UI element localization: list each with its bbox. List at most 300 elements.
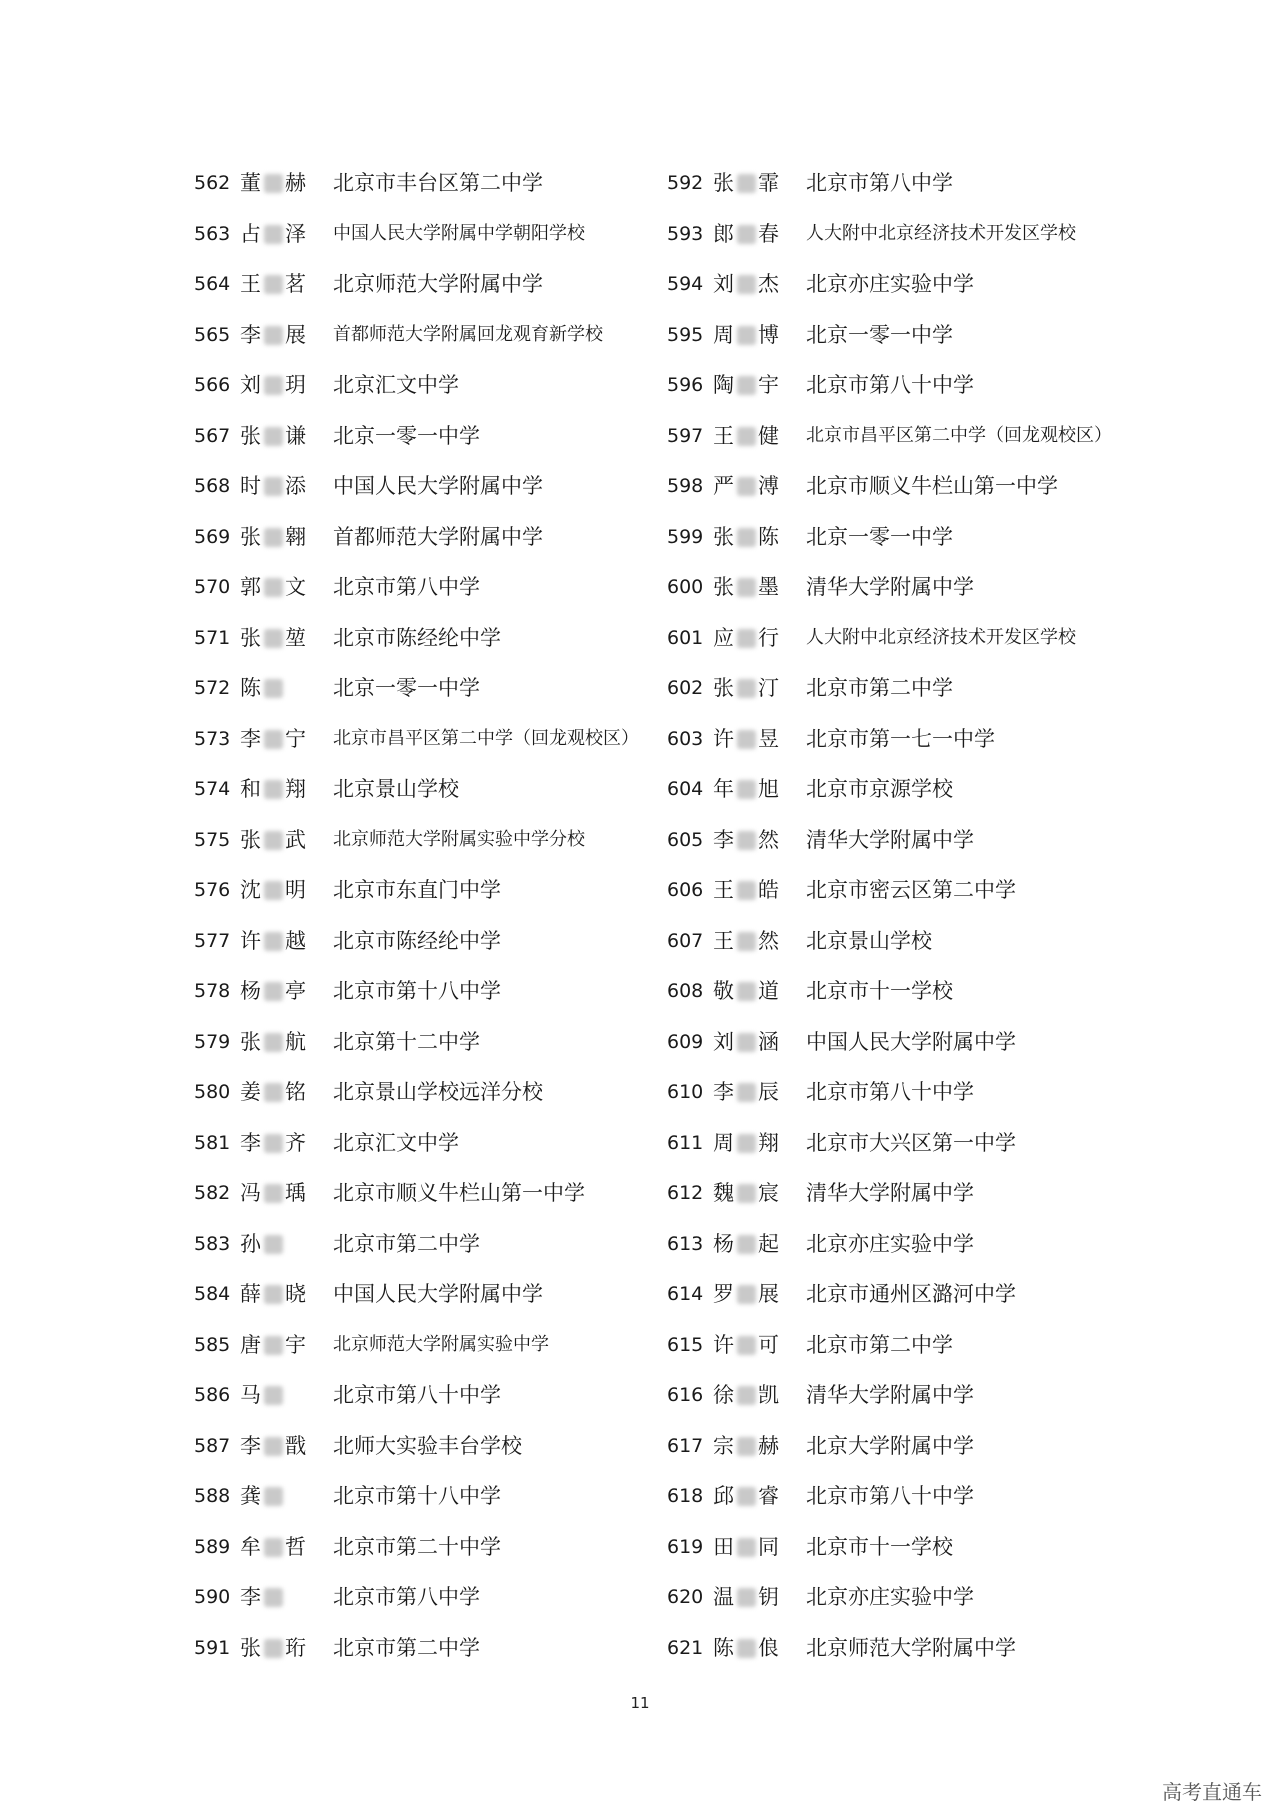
surname: 时 bbox=[240, 474, 261, 498]
entry-number: 566 bbox=[194, 374, 231, 396]
entry-number: 564 bbox=[194, 273, 231, 295]
student-name bbox=[713, 966, 803, 1017]
surname: 王 bbox=[240, 272, 261, 296]
redacted-character bbox=[264, 1639, 283, 1658]
redacted-character bbox=[737, 1285, 756, 1304]
student-name bbox=[240, 562, 330, 613]
given-name: 皓 bbox=[758, 878, 779, 902]
school-name: 北京市密云区第二中学 bbox=[806, 878, 1016, 902]
surname: 魏 bbox=[713, 1181, 734, 1205]
given-name: 起 bbox=[758, 1231, 779, 1256]
given-name: 赫 bbox=[758, 1433, 779, 1458]
page-number: 11 bbox=[630, 1694, 650, 1712]
surname: 年 bbox=[713, 777, 734, 801]
entry-number: 588 bbox=[194, 1485, 231, 1507]
student-name bbox=[713, 461, 803, 512]
school-name: 人大附中北京经济技术开发区学校 bbox=[806, 626, 1076, 648]
redacted-character bbox=[737, 578, 756, 597]
surname: 龚 bbox=[240, 1484, 261, 1508]
surname: 张 bbox=[240, 524, 261, 549]
redacted-character bbox=[264, 1336, 283, 1355]
entry-number: 612 bbox=[667, 1182, 704, 1204]
given-name: 展 bbox=[758, 1282, 779, 1306]
entry-number: 584 bbox=[194, 1283, 231, 1305]
surname: 占 bbox=[240, 221, 261, 246]
student-name bbox=[713, 815, 803, 866]
given-name: 凯 bbox=[758, 1383, 779, 1407]
student-name bbox=[240, 259, 330, 310]
entry-number: 579 bbox=[194, 1030, 231, 1053]
student-name bbox=[240, 966, 330, 1017]
school-name: 北京一零一中学 bbox=[333, 676, 480, 700]
entry-number: 616 bbox=[667, 1384, 704, 1406]
school-name: 北京亦庄实验中学 bbox=[806, 272, 974, 296]
redacted-character bbox=[737, 1083, 756, 1102]
entry-number: 573 bbox=[194, 727, 231, 750]
entry-number: 583 bbox=[194, 1232, 231, 1255]
watermark: 高考直通车 bbox=[1162, 1780, 1262, 1804]
redacted-character bbox=[737, 1538, 756, 1557]
student-name bbox=[240, 310, 330, 361]
surname: 邱 bbox=[713, 1484, 734, 1508]
entry-number: 586 bbox=[194, 1384, 231, 1406]
redacted-character bbox=[737, 1639, 756, 1658]
surname: 刘 bbox=[713, 1029, 734, 1054]
given-name: 昱 bbox=[758, 726, 779, 751]
given-name: 同 bbox=[758, 1534, 779, 1559]
student-name bbox=[240, 1219, 330, 1270]
student-name bbox=[240, 1623, 330, 1674]
school-name: 北京景山学校远洋分校 bbox=[333, 1080, 543, 1104]
redacted-character bbox=[264, 780, 283, 799]
student-name bbox=[713, 1623, 803, 1674]
redacted-character bbox=[737, 831, 756, 850]
redacted-character bbox=[737, 275, 756, 294]
surname: 王 bbox=[713, 423, 734, 448]
redacted-character bbox=[737, 932, 756, 951]
school-name: 北京市昌平区第二中学（回龙观校区） bbox=[806, 424, 1112, 446]
school-name: 北京市大兴区第一中学 bbox=[806, 1130, 1016, 1155]
redacted-character bbox=[264, 1134, 283, 1153]
surname: 刘 bbox=[240, 373, 261, 397]
redacted-character bbox=[264, 1487, 283, 1506]
given-name: 翔 bbox=[758, 1130, 779, 1155]
surname: 徐 bbox=[713, 1383, 734, 1407]
surname: 薛 bbox=[240, 1282, 261, 1306]
given-name: 堃 bbox=[285, 625, 306, 650]
entry-number: 607 bbox=[667, 929, 704, 952]
student-name bbox=[240, 1320, 330, 1371]
redacted-character bbox=[737, 881, 756, 900]
redacted-character bbox=[737, 629, 756, 648]
surname: 张 bbox=[240, 1029, 261, 1054]
given-name: 武 bbox=[285, 827, 306, 852]
surname: 张 bbox=[713, 676, 734, 700]
redacted-character bbox=[264, 225, 283, 244]
redacted-character bbox=[737, 1386, 756, 1405]
school-name: 北京市十一学校 bbox=[806, 1534, 953, 1559]
surname: 陈 bbox=[240, 676, 261, 700]
student-name bbox=[240, 360, 330, 411]
student-name bbox=[240, 512, 330, 563]
redacted-character bbox=[264, 376, 283, 395]
student-name bbox=[240, 1522, 330, 1573]
school-name: 北京市第八十中学 bbox=[806, 373, 974, 397]
given-name: 文 bbox=[285, 575, 306, 599]
entry-number: 593 bbox=[667, 222, 704, 245]
student-name bbox=[240, 815, 330, 866]
given-name: 涵 bbox=[758, 1029, 779, 1054]
surname: 牟 bbox=[240, 1534, 261, 1559]
redacted-character bbox=[737, 477, 756, 496]
given-name: 宸 bbox=[758, 1181, 779, 1205]
school-name: 北京市第二十中学 bbox=[333, 1534, 501, 1559]
entry-number: 563 bbox=[194, 222, 231, 245]
redacted-character bbox=[264, 679, 283, 698]
student-name bbox=[713, 1269, 803, 1320]
school-name: 北京市第二中学 bbox=[333, 1635, 480, 1660]
redacted-character bbox=[264, 1235, 283, 1254]
entry-number: 591 bbox=[194, 1636, 231, 1659]
redacted-character bbox=[737, 679, 756, 698]
given-name: 翱 bbox=[285, 524, 306, 549]
redacted-character bbox=[264, 578, 283, 597]
surname: 罗 bbox=[713, 1282, 734, 1306]
school-name: 北京亦庄实验中学 bbox=[806, 1585, 974, 1609]
entry-number: 621 bbox=[667, 1636, 704, 1659]
given-name: 宁 bbox=[285, 726, 306, 751]
school-name: 北京市第二中学 bbox=[333, 1231, 480, 1256]
student-name bbox=[713, 1118, 803, 1169]
student-name bbox=[240, 1370, 330, 1421]
surname: 应 bbox=[713, 625, 734, 650]
redacted-character bbox=[737, 326, 756, 345]
entry-number: 594 bbox=[667, 273, 704, 295]
school-name: 北京一零一中学 bbox=[806, 524, 953, 549]
given-name: 添 bbox=[285, 474, 306, 498]
given-name: 戬 bbox=[285, 1433, 306, 1458]
redacted-character bbox=[737, 1184, 756, 1203]
student-name bbox=[713, 865, 803, 916]
surname: 严 bbox=[713, 474, 734, 498]
student-name bbox=[240, 663, 330, 714]
entry-number: 577 bbox=[194, 929, 231, 952]
entry-number: 609 bbox=[667, 1030, 704, 1053]
given-name: 墨 bbox=[758, 575, 779, 599]
school-name: 北京市陈经纶中学 bbox=[333, 928, 501, 953]
school-name: 清华大学附属中学 bbox=[806, 1383, 974, 1407]
surname: 李 bbox=[240, 322, 261, 347]
entry-number: 601 bbox=[667, 626, 704, 649]
surname: 杨 bbox=[240, 979, 261, 1003]
entry-number: 562 bbox=[194, 172, 231, 194]
surname: 孙 bbox=[240, 1231, 261, 1256]
school-name: 北京市通州区潞河中学 bbox=[806, 1282, 1016, 1306]
student-name bbox=[240, 411, 330, 462]
surname: 姜 bbox=[240, 1080, 261, 1104]
surname: 刘 bbox=[713, 272, 734, 296]
entry-number: 600 bbox=[667, 576, 704, 598]
given-name: 越 bbox=[285, 928, 306, 953]
school-name: 北京汇文中学 bbox=[333, 373, 459, 397]
given-name: 辰 bbox=[758, 1080, 779, 1104]
school-name: 中国人民大学附属中学 bbox=[333, 474, 543, 498]
redacted-character bbox=[264, 477, 283, 496]
school-name: 北京市第十八中学 bbox=[333, 979, 501, 1003]
entry-number: 582 bbox=[194, 1182, 231, 1204]
student-name bbox=[713, 1572, 803, 1623]
redacted-character bbox=[264, 1083, 283, 1102]
student-name bbox=[240, 1118, 330, 1169]
student-name bbox=[240, 916, 330, 967]
given-name: 瑀 bbox=[285, 1181, 306, 1205]
school-name: 北京市第二中学 bbox=[806, 1332, 953, 1357]
surname: 冯 bbox=[240, 1181, 261, 1205]
redacted-character bbox=[264, 1538, 283, 1557]
student-name bbox=[713, 1421, 803, 1472]
entry-number: 603 bbox=[667, 727, 704, 750]
school-name: 清华大学附属中学 bbox=[806, 575, 974, 599]
entry-number: 592 bbox=[667, 172, 704, 194]
school-name: 中国人民大学附属中学朝阳学校 bbox=[333, 222, 585, 244]
given-name: 钥 bbox=[758, 1585, 779, 1609]
school-name: 北京第十二中学 bbox=[333, 1029, 480, 1054]
surname: 张 bbox=[240, 1635, 261, 1660]
surname: 和 bbox=[240, 777, 261, 801]
redacted-character bbox=[264, 831, 283, 850]
school-name: 北京师范大学附属实验中学分校 bbox=[333, 828, 585, 850]
redacted-character bbox=[737, 1336, 756, 1355]
redacted-character bbox=[737, 1487, 756, 1506]
surname: 宗 bbox=[713, 1433, 734, 1458]
surname: 唐 bbox=[240, 1332, 261, 1357]
given-name: 明 bbox=[285, 878, 306, 902]
school-name: 北京市第十八中学 bbox=[333, 1484, 501, 1508]
given-name: 俍 bbox=[758, 1635, 779, 1660]
student-name bbox=[240, 613, 330, 664]
entry-number: 565 bbox=[194, 323, 231, 346]
school-name: 北京市十一学校 bbox=[806, 979, 953, 1003]
student-name bbox=[713, 411, 803, 462]
surname: 周 bbox=[713, 322, 734, 347]
surname: 张 bbox=[240, 423, 261, 448]
school-name: 北京市第八十中学 bbox=[806, 1484, 974, 1508]
surname: 周 bbox=[713, 1130, 734, 1155]
student-name bbox=[713, 1320, 803, 1371]
student-name bbox=[713, 360, 803, 411]
student-name bbox=[713, 1168, 803, 1219]
entry-number: 606 bbox=[667, 879, 704, 901]
given-name: 道 bbox=[758, 979, 779, 1003]
student-name bbox=[240, 158, 330, 209]
surname: 许 bbox=[240, 928, 261, 953]
entry-number: 620 bbox=[667, 1586, 704, 1608]
given-name: 泽 bbox=[285, 221, 306, 246]
entry-number: 576 bbox=[194, 879, 231, 901]
given-name: 谦 bbox=[285, 423, 306, 448]
given-name: 哲 bbox=[285, 1534, 306, 1559]
entry-number: 571 bbox=[194, 626, 231, 649]
entry-number: 595 bbox=[667, 323, 704, 346]
entry-number: 585 bbox=[194, 1333, 231, 1356]
school-name: 人大附中北京经济技术开发区学校 bbox=[806, 222, 1076, 244]
surname: 陈 bbox=[713, 1635, 734, 1660]
surname: 李 bbox=[240, 1433, 261, 1458]
entry-number: 605 bbox=[667, 828, 704, 851]
redacted-character bbox=[737, 174, 756, 193]
surname: 许 bbox=[713, 726, 734, 751]
entry-number: 619 bbox=[667, 1535, 704, 1558]
redacted-character bbox=[264, 1588, 283, 1607]
given-name: 宇 bbox=[758, 373, 779, 397]
surname: 杨 bbox=[713, 1231, 734, 1256]
student-name bbox=[240, 209, 330, 260]
student-name bbox=[240, 714, 330, 765]
redacted-character bbox=[264, 528, 283, 547]
student-name bbox=[240, 1067, 330, 1118]
entry-number: 604 bbox=[667, 778, 704, 800]
given-name: 健 bbox=[758, 423, 779, 448]
surname: 张 bbox=[240, 625, 261, 650]
surname: 马 bbox=[240, 1383, 261, 1407]
entry-number: 567 bbox=[194, 424, 231, 447]
redacted-character bbox=[264, 1033, 283, 1052]
student-name bbox=[713, 259, 803, 310]
student-name bbox=[713, 1067, 803, 1118]
school-name: 北师大实验丰台学校 bbox=[333, 1433, 522, 1458]
entry-number: 602 bbox=[667, 677, 704, 699]
redacted-character bbox=[264, 881, 283, 900]
school-name: 北京一零一中学 bbox=[806, 322, 953, 347]
given-name: 宇 bbox=[285, 1332, 306, 1357]
entry-number: 615 bbox=[667, 1333, 704, 1356]
redacted-character bbox=[264, 982, 283, 1001]
school-name: 北京市顺义牛栏山第一中学 bbox=[333, 1181, 585, 1205]
given-name: 杰 bbox=[758, 272, 779, 296]
entry-number: 580 bbox=[194, 1081, 231, 1103]
school-name: 北京市东直门中学 bbox=[333, 878, 501, 902]
redacted-character bbox=[737, 1437, 756, 1456]
redacted-character bbox=[264, 932, 283, 951]
redacted-character bbox=[737, 982, 756, 1001]
redacted-character bbox=[737, 225, 756, 244]
student-name bbox=[240, 1471, 330, 1522]
surname: 李 bbox=[240, 726, 261, 751]
entry-number: 613 bbox=[667, 1232, 704, 1255]
given-name: 亭 bbox=[285, 979, 306, 1003]
student-name bbox=[240, 1572, 330, 1623]
given-name: 然 bbox=[758, 827, 779, 852]
student-name bbox=[713, 714, 803, 765]
student-name bbox=[713, 1370, 803, 1421]
entry-number: 581 bbox=[194, 1131, 231, 1154]
redacted-character bbox=[737, 1134, 756, 1153]
given-name: 睿 bbox=[758, 1484, 779, 1508]
given-name: 博 bbox=[758, 322, 779, 347]
given-name: 晓 bbox=[285, 1282, 306, 1306]
redacted-character bbox=[737, 730, 756, 749]
given-name: 赫 bbox=[285, 171, 306, 195]
surname: 许 bbox=[713, 1332, 734, 1357]
given-name: 航 bbox=[285, 1029, 306, 1054]
school-name: 北京景山学校 bbox=[806, 928, 932, 953]
redacted-character bbox=[737, 427, 756, 446]
entry-number: 599 bbox=[667, 525, 704, 548]
school-name: 北京市第八中学 bbox=[806, 171, 953, 195]
school-name: 北京亦庄实验中学 bbox=[806, 1231, 974, 1256]
surname: 沈 bbox=[240, 878, 261, 902]
entry-number: 618 bbox=[667, 1485, 704, 1507]
entry-number: 572 bbox=[194, 677, 231, 699]
redacted-character bbox=[264, 1285, 283, 1304]
student-name bbox=[713, 1471, 803, 1522]
redacted-character bbox=[737, 1235, 756, 1254]
student-name bbox=[240, 865, 330, 916]
surname: 郭 bbox=[240, 575, 261, 599]
given-name: 行 bbox=[758, 625, 779, 650]
surname: 陶 bbox=[713, 373, 734, 397]
surname: 张 bbox=[713, 524, 734, 549]
surname: 李 bbox=[713, 827, 734, 852]
school-name: 首都师范大学附属中学 bbox=[333, 524, 543, 549]
entry-number: 598 bbox=[667, 475, 704, 497]
redacted-character bbox=[737, 780, 756, 799]
redacted-character bbox=[737, 1033, 756, 1052]
surname: 张 bbox=[713, 575, 734, 599]
surname: 王 bbox=[713, 878, 734, 902]
entry-number: 570 bbox=[194, 576, 231, 598]
school-name: 北京师范大学附属实验中学 bbox=[333, 1333, 549, 1355]
redacted-character bbox=[264, 730, 283, 749]
student-name bbox=[240, 1168, 330, 1219]
redacted-character bbox=[264, 1184, 283, 1203]
given-name: 齐 bbox=[285, 1130, 306, 1155]
entry-number: 617 bbox=[667, 1434, 704, 1457]
redacted-character bbox=[264, 1437, 283, 1456]
surname: 温 bbox=[713, 1585, 734, 1609]
school-name: 北京一零一中学 bbox=[333, 423, 480, 448]
school-name: 北京市京源学校 bbox=[806, 777, 953, 801]
school-name: 北京汇文中学 bbox=[333, 1130, 459, 1155]
student-name bbox=[713, 764, 803, 815]
student-name bbox=[713, 209, 803, 260]
student-name bbox=[713, 916, 803, 967]
entry-number: 611 bbox=[667, 1131, 704, 1154]
surname: 李 bbox=[713, 1080, 734, 1104]
given-name: 可 bbox=[758, 1332, 779, 1357]
school-name: 北京市陈经纶中学 bbox=[333, 625, 501, 650]
entry-number: 578 bbox=[194, 980, 231, 1002]
student-name bbox=[240, 461, 330, 512]
student-name bbox=[713, 562, 803, 613]
student-name bbox=[713, 310, 803, 361]
student-name bbox=[240, 1421, 330, 1472]
redacted-character bbox=[264, 326, 283, 345]
given-name: 旭 bbox=[758, 777, 779, 801]
entry-number: 589 bbox=[194, 1535, 231, 1558]
surname: 敬 bbox=[713, 979, 734, 1003]
entry-number: 596 bbox=[667, 374, 704, 396]
school-name: 北京市第八中学 bbox=[333, 1585, 480, 1609]
school-name: 北京市第八十中学 bbox=[333, 1383, 501, 1407]
school-name: 清华大学附属中学 bbox=[806, 1181, 974, 1205]
student-name bbox=[713, 613, 803, 664]
redacted-character bbox=[264, 1386, 283, 1405]
school-name: 北京市第八中学 bbox=[333, 575, 480, 599]
given-name: 翔 bbox=[285, 777, 306, 801]
school-name: 北京景山学校 bbox=[333, 777, 459, 801]
given-name: 春 bbox=[758, 221, 779, 246]
